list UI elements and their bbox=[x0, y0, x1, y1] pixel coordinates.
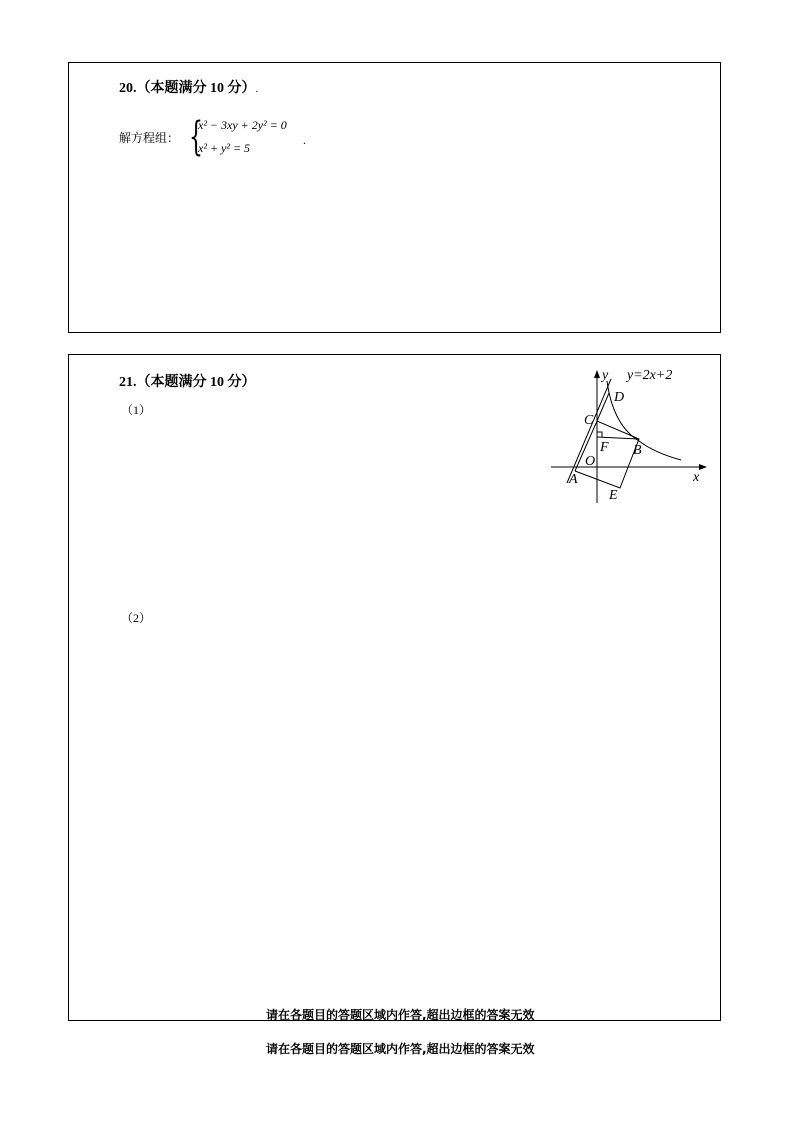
equation-trailing-dot: . bbox=[303, 133, 306, 147]
equation-brace: { bbox=[189, 114, 203, 160]
label-a: A bbox=[569, 472, 578, 487]
label-d: D bbox=[614, 390, 625, 405]
label-b: B bbox=[633, 443, 642, 458]
equation-1: x² − 3xy + 2y² = 0 bbox=[198, 118, 287, 132]
question-21-title: 21.（本题满分 10 分） bbox=[119, 375, 256, 390]
label-x: x bbox=[693, 470, 700, 485]
right-angle-marker bbox=[597, 432, 602, 437]
question-21-part-1: （1） bbox=[121, 403, 152, 417]
x-axis-arrow bbox=[699, 464, 707, 470]
label-line: y=2x+2 bbox=[627, 368, 673, 383]
question-20-title bbox=[119, 77, 258, 97]
footer-note-outside: 请在各题目的答题区域内作答,超出边框的答案无效 bbox=[266, 1042, 535, 1056]
label-y: y bbox=[602, 368, 609, 383]
footer-note-inside: 请在各题目的答题区域内作答,超出边框的答案无效 bbox=[266, 1008, 535, 1022]
label-c: C bbox=[584, 413, 594, 428]
label-e: E bbox=[609, 488, 618, 503]
question-20-box bbox=[68, 62, 721, 333]
segment-fb bbox=[597, 437, 639, 439]
label-f: F bbox=[600, 440, 609, 455]
question-20-title-dot: . bbox=[255, 83, 259, 95]
question-21-box bbox=[68, 354, 721, 1021]
coordinate-figure bbox=[547, 365, 717, 510]
equation-2: x² + y² = 5 bbox=[198, 141, 251, 155]
question-20-title-text: 20.（本题满分 10 分） bbox=[119, 81, 256, 96]
y-axis-arrow bbox=[594, 370, 600, 378]
label-o: O bbox=[585, 454, 596, 469]
question-20-prompt: 解方程组： bbox=[119, 131, 180, 145]
question-21-part-2: （2） bbox=[121, 611, 152, 625]
